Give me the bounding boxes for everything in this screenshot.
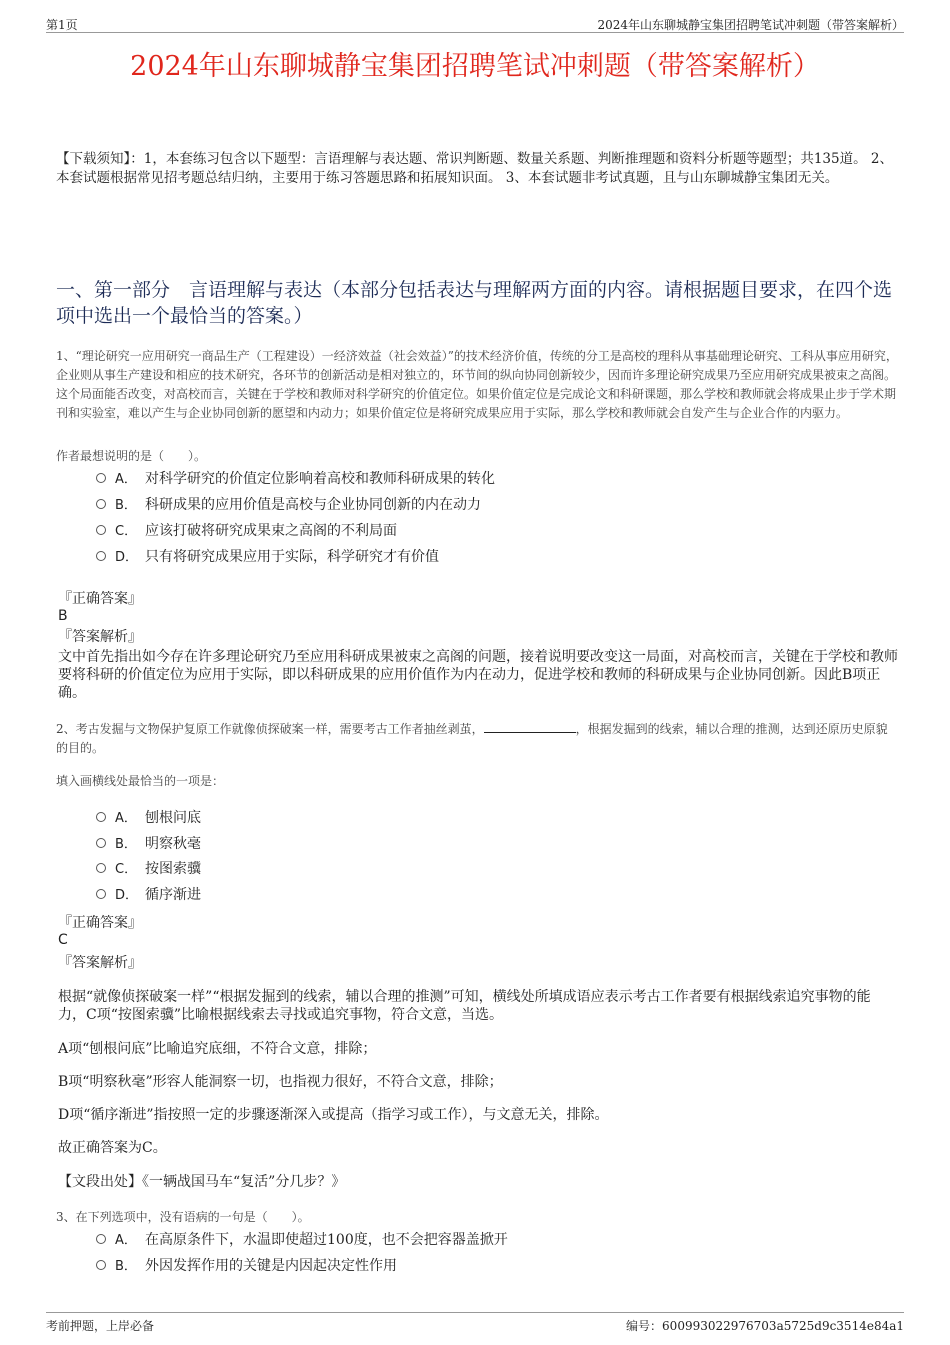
q1-prompt: 作者最想说明的是（ ）。	[56, 449, 207, 463]
q1-answer-heading: 『正确答案』	[58, 591, 142, 607]
q2-analysis-heading: 『答案解析』	[58, 955, 142, 971]
q1-option-b[interactable]: B． 科研成果的应用价值是高校与企业协同创新的内在动力	[96, 493, 481, 517]
q2-answer-heading: 『正确答案』	[58, 915, 142, 931]
footer-slogan: 考前押题，上岸必备	[46, 1319, 155, 1333]
q1-analysis: 文中首先指出如今存在许多理论研究乃至应用科研成果被束之高阁的问题，接着说明要改变这一局面，对高校而言，关键在于学校和教师要将科研的价值定位为应用于实际，即以科研成果的应用价值作为内在动力，促进学校和教师的科研成果与企业协同创新。因此B项正确。	[58, 649, 898, 701]
q1-option-c[interactable]: C． 应该打破将研究成果束之高阁的不利局面	[96, 519, 397, 543]
q2-option-b[interactable]: B． 明察秋毫	[96, 832, 201, 856]
q1-option-a[interactable]: A． 对科学研究的价值定位影响着高校和教师科研成果的转化	[96, 467, 495, 491]
page-number: 第1页	[46, 18, 78, 32]
q3-stem: 3、在下列选项中，没有语病的一句是（ ）。	[56, 1210, 310, 1224]
q1-analysis-heading: 『答案解析』	[58, 629, 142, 645]
q2-option-d[interactable]: D． 循序渐进	[96, 883, 201, 907]
q1-answer: B	[58, 608, 68, 624]
radio-icon[interactable]	[96, 838, 106, 848]
q1-stem: 1、“理论研究一应用研究一商品生产（工程建设）一经济效益（社会效益）”的技术经济价值，传统的分工是高校的理科从事基础理论研究、工科从事应用研究，企业则从事生产建设和相应的技术研究，各环节的创新活动是相对独立的，环节间的纵向协同创新较少，因而许多理论研究成果乃至应用研究成果被束之高阁。这个局面能否改变，对高校而言，关键在于学校和教师对科学研究的价值定位。如果价值定位是完成论文和科研课题，那么学校和教师就会将成果止步于学术期刊和实验室，难以产生与企业协同创新的愿望和内动力；如果价值定位是将研究成果应用于实际，那么学校和教师就会自发产生与企业合作的内驱力。	[56, 349, 898, 420]
header-doc-title: 2024年山东聊城静宝集团招聘笔试冲刺题（带答案解析）	[597, 18, 904, 32]
page-footer	[46, 1312, 904, 1333]
q2-stem: 2、考古发掘与文物保护复原工作就像侦探破案一样，需要考古工作者抽丝剥茧， ，根据发掘到的线索，辅以合理的推测，达到还原历史原貌的目的。	[56, 722, 888, 755]
radio-icon[interactable]	[96, 1260, 106, 1270]
q2-prompt: 填入画横线处最恰当的一项是：	[56, 774, 225, 788]
q2-source: 【文段出处】《一辆战国马车“复活”分几步？》	[58, 1174, 346, 1190]
q1-option-d[interactable]: D． 只有将研究成果应用于实际，科学研究才有价值	[96, 545, 439, 569]
q2-option-c[interactable]: C． 按图索骥	[96, 857, 201, 881]
radio-icon[interactable]	[96, 863, 106, 873]
radio-icon[interactable]	[96, 525, 106, 535]
q2-analysis-line: D项“循序渐进”指按照一定的步骤逐渐深入或提高（指学习或工作），与文意无关，排除。	[58, 1107, 609, 1123]
download-notice: 【下载须知】：1，本套练习包含以下题型：言语理解与表达题、常识判断题、数量关系题、判断推理题和资料分析题等题型；共135道。 2、本套试题根据常见招考题总结归纳，主要用于练习答题思路和拓展知识面。 3、本套试题非考试真题，且与山东聊城静宝集团无关。	[56, 151, 893, 186]
radio-icon[interactable]	[96, 889, 106, 899]
q2-analysis-line: 故正确答案为C。	[58, 1140, 167, 1156]
q3-option-a[interactable]: A． 在高原条件下，水温即使超过100度，也不会把容器盖掀开	[96, 1228, 508, 1252]
radio-icon[interactable]	[96, 473, 106, 483]
page-title: 2024年山东聊城静宝集团招聘笔试冲刺题（带答案解析）	[130, 51, 820, 82]
radio-icon[interactable]	[96, 499, 106, 509]
radio-icon[interactable]	[96, 1234, 106, 1244]
radio-icon[interactable]	[96, 551, 106, 561]
radio-icon[interactable]	[96, 812, 106, 822]
section-heading: 一、第一部分 言语理解与表达（本部分包括表达与理解两方面的内容。请根据题目要求，在四个选项中选出一个最恰当的答案。）	[56, 279, 893, 327]
q2-analysis-line: A项“刨根问底”比喻追究底细，不符合文意，排除；	[58, 1041, 377, 1057]
q2-answer: C	[58, 932, 68, 948]
fill-blank	[484, 732, 576, 733]
footer-serial: 编号：600993022976703a5725d9c3514e84a1	[626, 1319, 904, 1333]
q2-analysis-line: 根据“就像侦探破案一样”“根据发掘到的线索，辅以合理的推测”可知，横线处所填成语应表示考古工作者要有根据线索追究事物的能力，C项“按图索骥”比喻根据线索去寻找或追究事物，符合文意，当选。	[58, 989, 871, 1023]
q2-option-a[interactable]: A． 刨根问底	[96, 806, 201, 830]
q2-analysis-line: B项“明察秋毫”形容人能洞察一切，也指视力很好，不符合文意，排除；	[58, 1074, 503, 1090]
q3-option-b[interactable]: B． 外因发挥作用的关键是内因起决定性作用	[96, 1254, 397, 1278]
page-header	[46, 14, 904, 33]
